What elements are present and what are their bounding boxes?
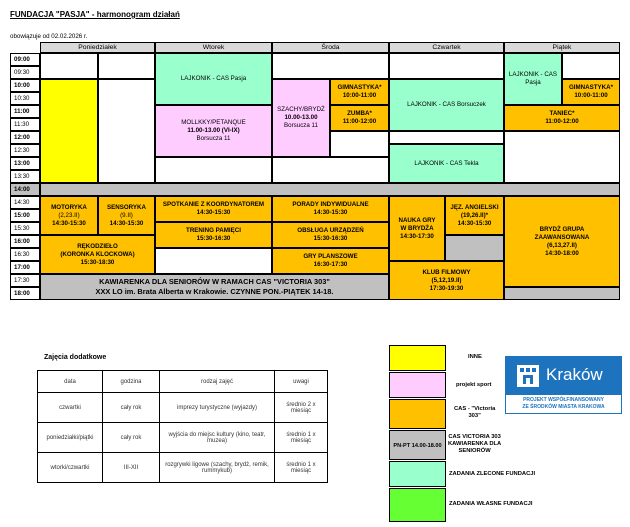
mon-motoryka-block — [40, 196, 98, 235]
mon-sensoryka-block — [98, 196, 155, 235]
tue-lajkonik-block — [155, 53, 272, 105]
kawiarenka-banner — [40, 274, 389, 300]
empty-cell — [272, 157, 389, 183]
fri-brydz-block — [504, 196, 620, 287]
empty-cell — [562, 53, 620, 79]
block-title: TANIEC* — [549, 110, 575, 117]
time-label: 10:30 — [10, 92, 40, 105]
time-label: 11:00 — [10, 105, 40, 118]
block-title-2: ZAAWANSOWANA — [534, 233, 590, 241]
thu-angielski-block — [445, 196, 504, 235]
block-time: 14:30-15:30 — [52, 219, 86, 227]
time-label: 09:30 — [10, 66, 40, 79]
empty-cell — [40, 53, 98, 79]
table-cell: średnio 1 x miesiąc — [275, 453, 328, 483]
legend-label-kawiarenka — [448, 434, 501, 455]
empty-cell — [155, 157, 272, 183]
day-header-mon: Poniedziałek — [40, 42, 155, 53]
legend-label-line: 303" — [468, 413, 481, 419]
block-time: 15:30-16:30 — [313, 235, 348, 242]
empty-cell — [389, 131, 504, 144]
mon-rekodzielo-block — [40, 235, 155, 274]
tue-molkky-block — [155, 105, 272, 157]
block-time: 16:30-17:30 — [313, 261, 348, 268]
table-row — [38, 453, 328, 483]
legend-swatch-orange — [389, 399, 446, 429]
legend-swatch-pink — [389, 372, 446, 398]
banner-line-2: XXX LO im. Brata Alberta w Krakowie. CZYNNE PON.-PIĄTEK 14-18. — [95, 287, 334, 296]
table-cell: wyjścia do miejsc kultury (kino, teatr, muzea) — [160, 423, 275, 453]
block-title: SPOTKANIE Z KOORDYNATOREM — [162, 201, 265, 208]
valid-from: obowiązuje od 02.02.2026 r. — [10, 33, 88, 40]
legend-swatch-green — [389, 488, 446, 522]
break-row — [40, 183, 620, 196]
day-header-thu: Czwartek — [389, 42, 504, 53]
time-label: 16:30 — [10, 248, 40, 261]
legend-label-inne: INNE — [468, 354, 482, 360]
block-title: OBSŁUGA URZĄDZEŃ — [297, 227, 364, 234]
logo-line-2: ZE ŚRODKÓW MIASTA KRAKOWA — [522, 404, 605, 410]
time-label: 15:00 — [10, 209, 40, 222]
table-row — [38, 393, 328, 423]
block-title: GRY PLANSZOWE — [303, 253, 358, 260]
empty-cell — [98, 53, 155, 79]
block-title: BRYDŻ GRUPA — [539, 225, 585, 233]
legend-label-line: CAS - "Victoria — [454, 406, 496, 412]
time-label: 12:30 — [10, 144, 40, 157]
time-label: 17:00 — [10, 261, 40, 274]
block-dates: (2,23.II) — [58, 211, 80, 219]
thu-borsuczek-block — [389, 79, 504, 131]
block-time: 10:00-11:00 — [342, 92, 377, 99]
block-time: 14:30-15:30 — [313, 209, 348, 216]
legend-label-line: KAWIARENKA DLA — [448, 441, 502, 447]
wed-gimnastyka-block — [330, 79, 389, 105]
fri-taniec-block — [504, 105, 620, 131]
column-header: uwagi — [275, 371, 328, 393]
time-label: 12:00 — [10, 131, 40, 144]
column-header: data — [38, 371, 103, 393]
block-dates: (5,12,19.II) — [431, 276, 462, 284]
page-title: FUNDACJA "PASJA" - harmonogram działań — [10, 10, 180, 19]
time-label: 14:30 — [10, 196, 40, 209]
time-label: 16:00 — [10, 235, 40, 248]
block-time: 14:30-17:30 — [400, 232, 434, 240]
block-title: MOTORYKA — [51, 203, 87, 211]
block-title: PORADY INDYWIDUALNE — [292, 201, 369, 208]
empty-cell — [504, 287, 620, 300]
time-label: 13:30 — [10, 170, 40, 183]
wed-obsluga-block — [272, 222, 389, 248]
empty-cell — [155, 248, 272, 274]
fri-lajkonik-block — [504, 53, 562, 105]
table-cell: czwartki — [38, 393, 103, 423]
legend-label-sport: projekt sport — [456, 382, 492, 388]
block-title: LAJKONIK - CAS Borsuczek — [407, 101, 486, 108]
legend-label-zlecone: ZADANIA ZLECONE FUNDACJI — [449, 471, 536, 477]
empty-cell — [445, 235, 504, 261]
block-place: Borsucza 11 — [284, 122, 318, 129]
block-time: 11.00-13.00 (VI-IX) — [187, 127, 240, 134]
table-cell: poniedziałki/piątki — [38, 423, 103, 453]
block-dates: (6,13,27.II) — [547, 241, 577, 249]
block-time: 11:00-12:00 — [342, 118, 377, 125]
block-title: KLUB FILMOWY — [422, 268, 471, 276]
time-label: 10:00 — [10, 79, 40, 92]
block-title: JĘZ. ANGIELSKI — [450, 203, 499, 211]
fri-gimnastyka-block — [562, 79, 620, 105]
block-title: LAJKONIK - CAS — [508, 71, 558, 78]
extra-heading: Zajęcia dodatkowe — [44, 354, 107, 361]
block-time: 10.00-13.00 — [284, 114, 318, 121]
block-time: 14:30-15:30 — [196, 209, 231, 216]
block-title: MOLLKKY/PETANQUE — [181, 119, 246, 126]
wed-porady-block — [272, 196, 389, 222]
table-cell: wtorki/czwartki — [38, 453, 103, 483]
block-title: RĘKODZIEŁO — [77, 242, 118, 250]
block-title: LAJKONIK - CAS Tekla — [414, 159, 479, 167]
tue-spotkanie-block — [155, 196, 272, 222]
block-title-2: W BRYDŻA — [400, 224, 434, 232]
block-title: TRENING PAMIĘCI — [186, 227, 241, 234]
table-cell: rozgrywki ligowe (szachy, brydż, remik, rummykub) — [160, 453, 275, 483]
legend-label-line: CAS VICTORIA 303 — [448, 434, 501, 440]
logo-line-1: PROJEKT WSPÓŁFINANSOWANY — [523, 397, 604, 403]
table-cell: cały rok — [103, 423, 160, 453]
empty-cell — [330, 131, 389, 157]
time-label: 15:30 — [10, 222, 40, 235]
block-dates: (19,26.II)* — [460, 211, 489, 219]
table-row — [38, 423, 328, 453]
block-title: SZACHY/BRYDŻ — [277, 106, 325, 113]
table-cell: III-XII — [103, 453, 160, 483]
block-time: 10:00-11:00 — [574, 92, 608, 99]
logo-name: Kraków — [546, 365, 603, 384]
block-dates: (9.II) — [120, 211, 133, 219]
block-title: GIMNASTYKA* — [337, 84, 382, 91]
banner-line-1: KAWIARENKA DLA SENIORÓW W RAMACH CAS "VICTORIA 303" — [99, 277, 330, 286]
legend-label-cas — [454, 406, 495, 420]
table-cell: cały rok — [103, 393, 160, 423]
day-header-tue: Wtorek — [155, 42, 272, 53]
block-time: 15:30-16:30 — [196, 235, 231, 242]
block-title: LAJKONIK - CAS Pasja — [180, 75, 247, 82]
table-cell: średnio 1 x miesiąc — [275, 423, 328, 453]
empty-cell — [98, 79, 155, 183]
time-label: 11:30 — [10, 118, 40, 131]
block-sub: (KORONKA KLOCKOWA) — [60, 250, 135, 258]
empty-cell — [272, 53, 389, 79]
thu-tekla-block — [389, 144, 504, 183]
time-label: 17:30 — [10, 274, 40, 287]
legend-swatch-yellow — [389, 345, 446, 371]
block-title: SENSORYKA — [107, 203, 146, 211]
thu-klub-filmowy-block — [389, 261, 504, 300]
block-title: NAUKA GRY — [398, 216, 436, 224]
block-time: 15:30-18:30 — [80, 258, 115, 266]
column-header: rodzaj zajęć — [160, 371, 275, 393]
krakow-crest-icon — [516, 364, 540, 388]
block-time: 14:30-15:30 — [457, 219, 492, 227]
block-title-2: Pasja — [525, 79, 541, 86]
block-title: GIMNASTYKA* — [568, 84, 613, 91]
column-header: godzina — [103, 371, 160, 393]
krakow-logo — [505, 356, 622, 414]
day-header-fri: Piątek — [504, 42, 620, 53]
mon-other-block — [40, 79, 98, 183]
thu-nauka-brydza-block — [389, 196, 445, 261]
wed-zumba-block — [330, 105, 389, 131]
legend-label-line: SENIORÓW — [458, 448, 491, 454]
table-cell: imprezy turystyczne (wyjazdy) — [160, 393, 275, 423]
block-time: 17:30-19:30 — [429, 284, 464, 292]
empty-cell — [504, 131, 620, 183]
legend-swatch-mint — [389, 461, 446, 487]
block-time: 11:00-12:00 — [545, 118, 579, 125]
time-label: 14:00 — [10, 183, 40, 196]
day-header-wed: Środa — [272, 42, 389, 53]
empty-cell — [389, 53, 504, 79]
wed-gry-block — [272, 248, 389, 274]
block-title: ZUMBA* — [347, 110, 372, 117]
block-time: 14:30-18:00 — [545, 249, 579, 257]
table-cell: średnio 2 x miesiąc — [275, 393, 328, 423]
legend-label-wlasne: ZADANIA WŁASNE FUNDACJI — [449, 501, 533, 507]
time-label: 13:00 — [10, 157, 40, 170]
block-place: Borsucza 11 — [196, 135, 231, 142]
extra-activities-table — [37, 370, 328, 483]
time-label: 09:00 — [10, 53, 40, 66]
wed-szachy-block — [272, 79, 330, 157]
block-time: 14:30-15:30 — [109, 219, 144, 227]
time-label: 18:00 — [10, 287, 40, 300]
legend-swatch-gray: PN-PT 14.00-18.00 — [389, 430, 446, 460]
tue-trening-block — [155, 222, 272, 248]
